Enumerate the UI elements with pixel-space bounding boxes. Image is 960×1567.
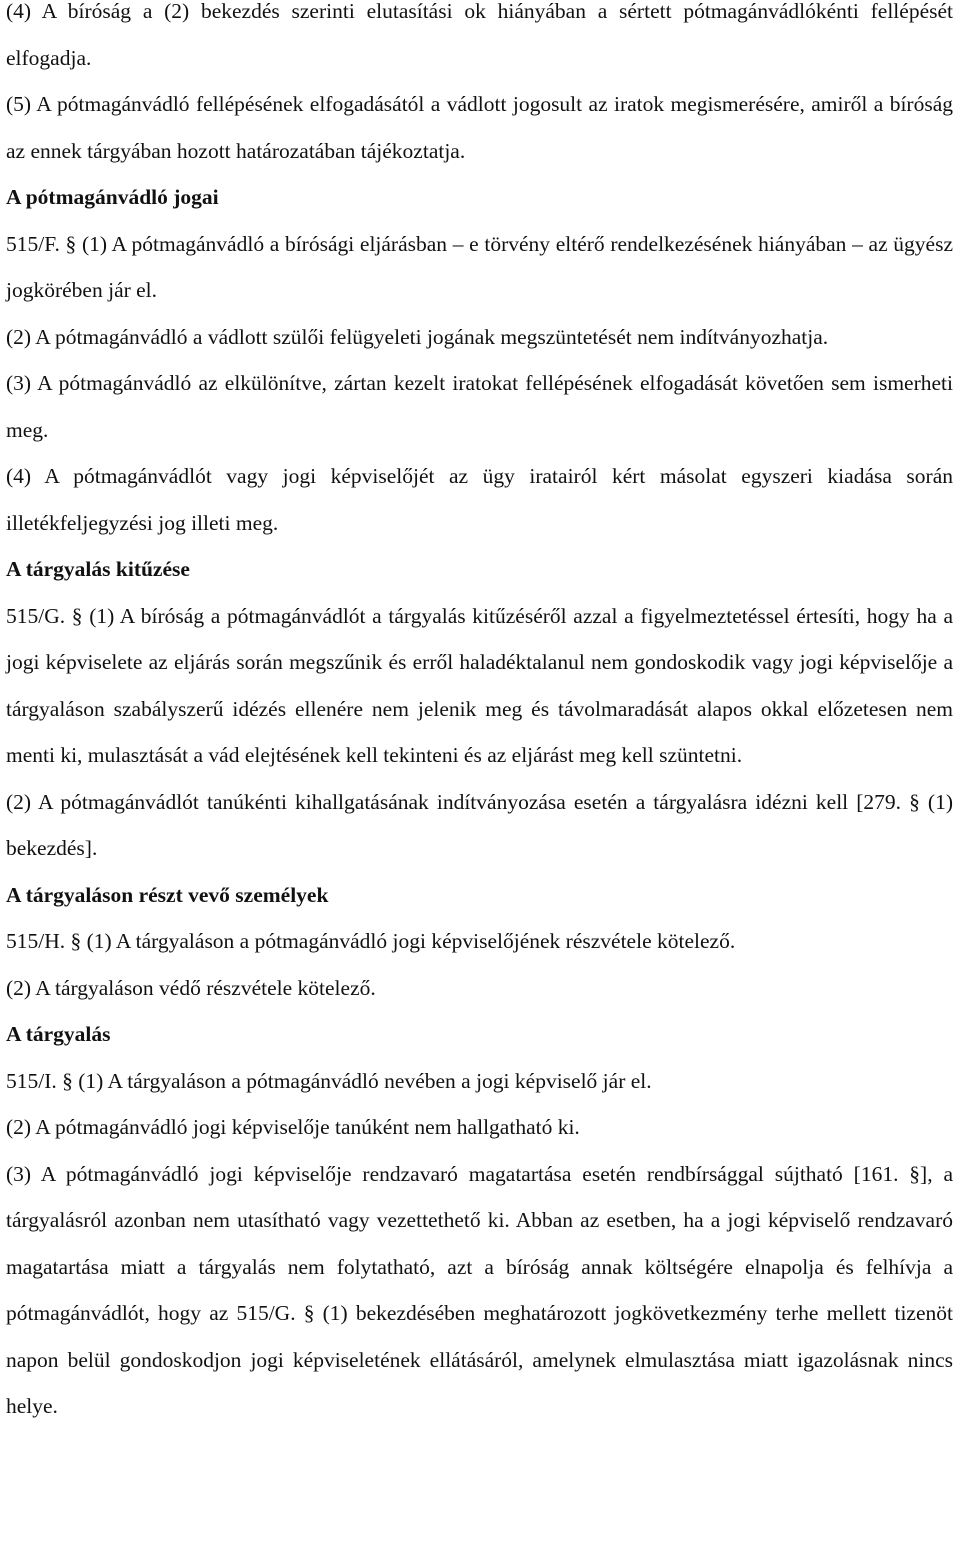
- para-515h-1: 515/H. § (1) A tárgyaláson a pótmagánvádló jogi képviselőjének részvétele kötelező.: [6, 929, 736, 953]
- heading-rights: A pótmagánvádló jogai: [6, 185, 219, 209]
- para-515f-2: (2) A pótmagánvádló a vádlott szülői felügyeleti jogának megszüntetését nem indítványozhatja.: [6, 324, 829, 349]
- para-515i-3: (3) A pótmagánvádló jogi képviselője rendzavaró magatartása esetén rendbírsággal sújtható [161. §], a tárgyalásról azonban nem utasítható vagy vezettethető ki. Abban az esetben, ha a jogi képviselő rendzavaró magatartása miatt a tárgyalás nem folytatható, azt a bíróság annak költségére elnapolja és felhívja a pótmagánvádlót, hogy az 515/G. § (1) bekezdésében meghatározott jogkövetkezmény terhe mellett tizenöt napon belül gondoskodjon jogi képviseletének ellátásáról, amelynek elmulasztása miatt igazolásnak nincs helye.: [6, 1161, 953, 1418]
- heading-participants: A tárgyaláson részt vevő személyek: [6, 882, 329, 907]
- para-515f-4: (4) A pótmagánvádlót vagy jogi képviselőjét az ügy iratairól kért másolat egyszeri kiadása során illetékfeljegyzési jog illeti meg.: [6, 464, 953, 535]
- para-515i-1: 515/I. § (1) A tárgyaláson a pótmagánvádló nevében a jogi képviselő jár el.: [6, 1068, 652, 1093]
- para-515f-1: 515/F. § (1) A pótmagánvádló a bírósági eljárásban – e törvény eltérő rendelkezésének hiányában – az ügyész jogkörében jár el.: [6, 231, 953, 302]
- para-514-4: (4) A bíróság a (2) bekezdés szerinti elutasítási ok hiányában a sértett pótmagánvádlókénti fellépését elfogadja.: [6, 0, 953, 70]
- para-514-5: (5) A pótmagánvádló fellépésének elfogadásától a vádlott jogosult az iratok megismerésére, amiről a bíróság az ennek tárgyában hozott határozatában tájékoztatja.: [6, 92, 953, 163]
- para-515g-1: 515/G. § (1) A bíróság a pótmagánvádlót a tárgyalás kitűzéséről azzal a figyelmeztetéssel értesíti, hogy ha a jogi képviselete az eljárás során megszűnik és erről haladéktalanul nem gondoskodik vagy jogi képviselője a tárgyaláson szabályszerű idézés ellenére nem jelenik meg és távolmaradását alapos okkal előzetesen nem menti ki, mulasztását a vád elejtésének kell tekinteni és az eljárást meg kell szüntetni.: [6, 603, 953, 767]
- para-515h-2: (2) A tárgyaláson védő részvétele kötelező.: [6, 975, 376, 1000]
- para-515i-2: (2) A pótmagánvádló jogi képviselője tanúként nem hallgatható ki.: [6, 1115, 580, 1139]
- para-515g-2: (2) A pótmagánvádlót tanúkénti kihallgatásának indítványozása esetén a tárgyalásra idézni kell [279. § (1) bekezdés].: [6, 789, 953, 860]
- para-515f-3: (3) A pótmagánvádló az elkülönítve, zártan kezelt iratokat fellépésének elfogadását követően sem ismerheti meg.: [6, 371, 953, 442]
- heading-scheduling: A tárgyalás kitűzése: [6, 557, 190, 581]
- heading-hearing: A tárgyalás: [6, 1022, 111, 1046]
